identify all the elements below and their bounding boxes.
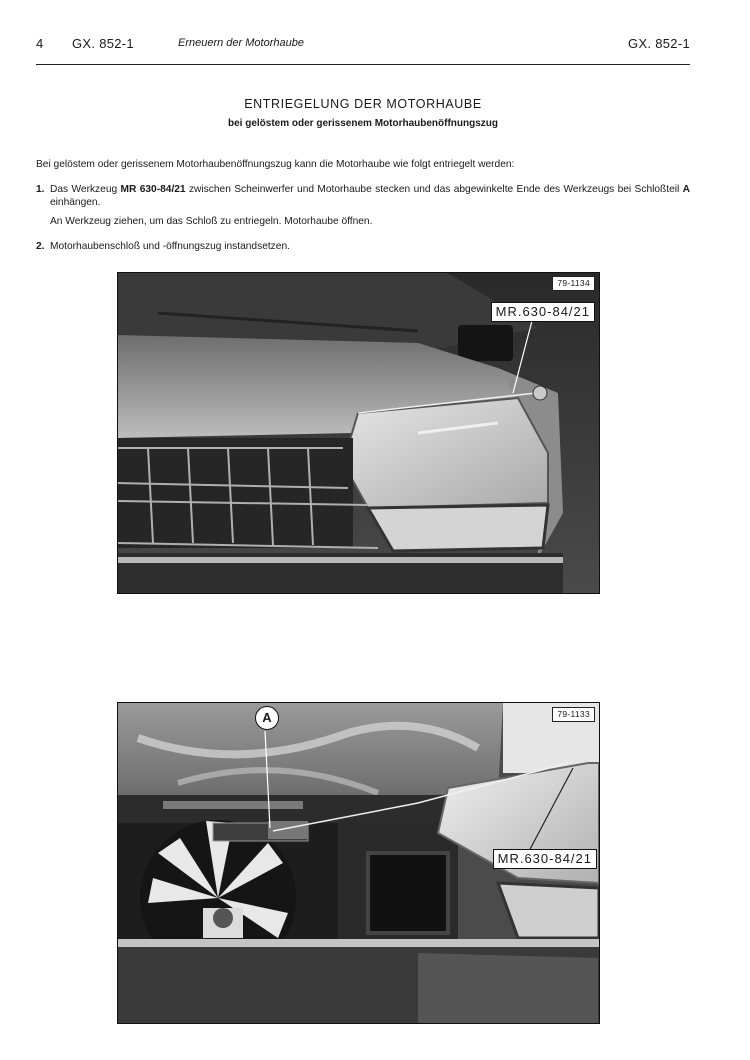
header-rule: [36, 64, 690, 65]
figure-reference: 79-1133: [552, 707, 595, 722]
document-code: GX. 852-1: [72, 36, 134, 51]
tool-label: MR.630-84/21: [491, 302, 595, 322]
figure-headlight-bonnet: [117, 272, 600, 594]
intro-paragraph: Bei gelöstem oder gerissenem Motorhaubenöffnungszug kann die Motorhaube wie folgt entriegelt werden:: [36, 159, 515, 170]
callout-a: A: [255, 706, 279, 730]
figure-reference: 79-1134: [552, 276, 595, 291]
section-title: Erneuern der Motorhaube: [178, 37, 304, 49]
tool-label: MR.630-84/21: [493, 849, 597, 869]
part-reference: A: [682, 184, 690, 195]
manual-page: 4 GX. 852-1 Erneuern der Motorhaube GX. 852-1 ENTRIEGELUNG DER MOTORHAUBE bei gelöstem oder gerissenem Motorhaubenöffnungszug Bei gelöstem oder gerissenem Motorhaubenöffnungszug kann die Motorhaube wie folgt entriegelt werden: 1. Das Werkzeug MR 630-84/21 zwischen Scheinwerfer und Motorhaube stecken und das abgewinkelte Ende des Werkzeugs bei Schloßteil A einhängen. An Werkzeug ziehen, um das Schloß zu entriegeln. Motorhaube öffnen. 2. Motorhaubenschloß und -öffnungszug instandsetzen. 79-1134 MR.630-84/21 A 79-1133 MR.630-84/21: [0, 0, 750, 1060]
step-text: Motorhaubenschloß und -öffnungszug instandsetzen.: [50, 241, 290, 252]
figure-bonnet-lock: [117, 702, 600, 1024]
step-number: 2.: [36, 241, 45, 252]
page-subtitle: bei gelöstem oder gerissenem Motorhaubenöffnungszug: [227, 118, 499, 129]
page-header: [36, 34, 690, 54]
step-number: 1.: [36, 184, 45, 195]
page-number: 4: [36, 36, 44, 51]
tool-reference: MR 630-84/21: [120, 184, 186, 195]
step-text: Das Werkzeug MR 630-84/21 zwischen Scheinwerfer und Motorhaube stecken und das abgewinkelte Ende des Werkzeugs bei Schloßteil A einhängen.: [50, 184, 690, 208]
page-title: ENTRIEGELUNG DER MOTORHAUBE: [244, 97, 482, 111]
document-code-right: GX. 852-1: [628, 36, 690, 51]
